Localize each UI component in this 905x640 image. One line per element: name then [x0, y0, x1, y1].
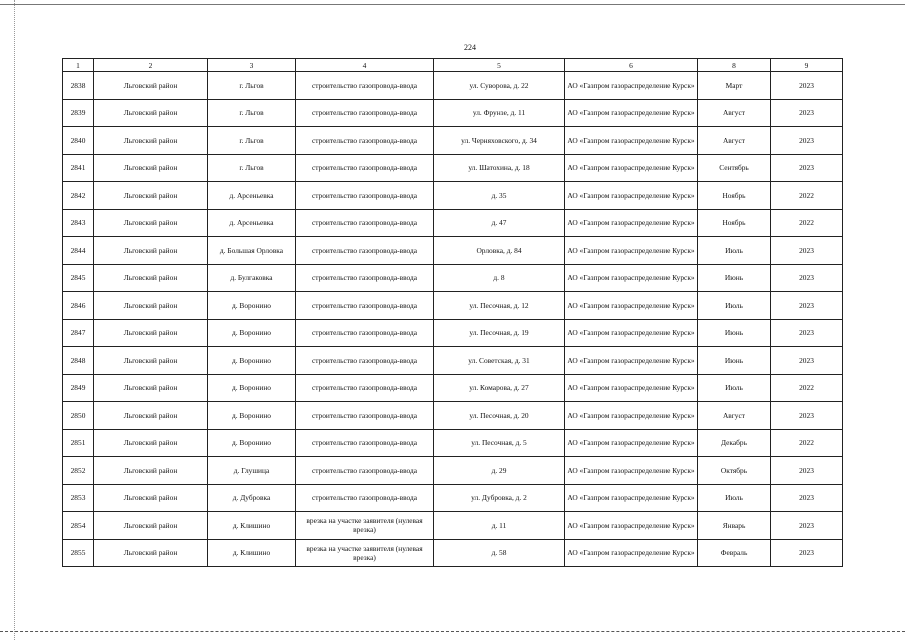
- district-cell: Льговский район: [94, 72, 208, 100]
- row-number-cell: 2848: [63, 347, 94, 375]
- row-number-cell: 2852: [63, 457, 94, 485]
- address-cell: ул. Черняховского, д. 34: [434, 127, 565, 155]
- row-number-cell: 2855: [63, 539, 94, 567]
- month-cell: Июль: [698, 374, 771, 402]
- table-row: [63, 72, 843, 100]
- district-cell: Льговский район: [94, 237, 208, 265]
- table-header: [63, 59, 843, 72]
- row-number-cell: 2851: [63, 429, 94, 457]
- work-type-cell: строительство газопровода-ввода: [296, 209, 434, 237]
- year-cell: 2023: [771, 457, 843, 485]
- organization-cell: АО «Газпром газораспределение Курск»: [565, 319, 698, 347]
- table-row: [63, 264, 843, 292]
- address-cell: ул. Шатохина, д. 18: [434, 154, 565, 182]
- row-number-cell: 2843: [63, 209, 94, 237]
- month-cell: Ноябрь: [698, 182, 771, 210]
- district-cell: Льговский район: [94, 264, 208, 292]
- year-cell: 2023: [771, 484, 843, 512]
- district-cell: Льговский район: [94, 182, 208, 210]
- column-header-1: 1: [63, 59, 94, 72]
- table-row: [63, 512, 843, 540]
- organization-cell: АО «Газпром газораспределение Курск»: [565, 484, 698, 512]
- row-number-cell: 2846: [63, 292, 94, 320]
- table-row: [63, 402, 843, 430]
- address-cell: ул. Песочная, д. 20: [434, 402, 565, 430]
- month-cell: Март: [698, 72, 771, 100]
- work-type-cell: строительство газопровода-ввода: [296, 237, 434, 265]
- settlement-cell: д. Арсеньевка: [208, 209, 296, 237]
- district-cell: Льговский район: [94, 347, 208, 375]
- year-cell: 2023: [771, 347, 843, 375]
- address-cell: ул. Песочная, д. 5: [434, 429, 565, 457]
- district-cell: Льговский район: [94, 484, 208, 512]
- table-row: [63, 154, 843, 182]
- settlement-cell: д. Воронино: [208, 319, 296, 347]
- settlement-cell: д. Воронино: [208, 347, 296, 375]
- year-cell: 2023: [771, 319, 843, 347]
- column-header-5: 5: [434, 59, 565, 72]
- row-number-cell: 2842: [63, 182, 94, 210]
- column-header-3: 3: [208, 59, 296, 72]
- table-row: [63, 539, 843, 567]
- column-header-2: 2: [94, 59, 208, 72]
- year-cell: 2023: [771, 237, 843, 265]
- year-cell: 2023: [771, 127, 843, 155]
- organization-cell: АО «Газпром газораспределение Курск»: [565, 429, 698, 457]
- table-row: [63, 374, 843, 402]
- organization-cell: АО «Газпром газораспределение Курск»: [565, 209, 698, 237]
- settlement-cell: д. Дубровка: [208, 484, 296, 512]
- work-type-cell: строительство газопровода-ввода: [296, 292, 434, 320]
- settlement-cell: г. Льгов: [208, 99, 296, 127]
- month-cell: Ноябрь: [698, 209, 771, 237]
- table-row: [63, 99, 843, 127]
- address-cell: ул. Песочная, д. 19: [434, 319, 565, 347]
- row-number-cell: 2844: [63, 237, 94, 265]
- month-cell: Сентябрь: [698, 154, 771, 182]
- address-cell: д. 29: [434, 457, 565, 485]
- organization-cell: АО «Газпром газораспределение Курск»: [565, 374, 698, 402]
- year-cell: 2022: [771, 182, 843, 210]
- district-cell: Льговский район: [94, 374, 208, 402]
- settlement-cell: д. Большая Орловка: [208, 237, 296, 265]
- work-type-cell: строительство газопровода-ввода: [296, 72, 434, 100]
- year-cell: 2022: [771, 374, 843, 402]
- table-row: [63, 127, 843, 155]
- month-cell: Февраль: [698, 539, 771, 567]
- organization-cell: АО «Газпром газораспределение Курск»: [565, 154, 698, 182]
- column-header-7: 8: [698, 59, 771, 72]
- work-type-cell: строительство газопровода-ввода: [296, 319, 434, 347]
- address-cell: д. 8: [434, 264, 565, 292]
- district-cell: Льговский район: [94, 127, 208, 155]
- work-type-cell: строительство газопровода-ввода: [296, 154, 434, 182]
- scan-bottom-edge: [0, 631, 905, 632]
- district-cell: Льговский район: [94, 429, 208, 457]
- month-cell: Июль: [698, 237, 771, 265]
- settlement-cell: д. Воронино: [208, 374, 296, 402]
- district-cell: Льговский район: [94, 402, 208, 430]
- address-cell: ул. Дубровка, д. 2: [434, 484, 565, 512]
- year-cell: 2022: [771, 209, 843, 237]
- row-number-cell: 2845: [63, 264, 94, 292]
- row-number-cell: 2854: [63, 512, 94, 540]
- table-row: [63, 484, 843, 512]
- year-cell: 2023: [771, 512, 843, 540]
- scan-left-edge: [14, 0, 15, 640]
- organization-cell: АО «Газпром газораспределение Курск»: [565, 539, 698, 567]
- address-cell: ул. Советская, д. 31: [434, 347, 565, 375]
- month-cell: Август: [698, 127, 771, 155]
- year-cell: 2023: [771, 72, 843, 100]
- district-cell: Льговский район: [94, 209, 208, 237]
- work-type-cell: строительство газопровода-ввода: [296, 182, 434, 210]
- organization-cell: АО «Газпром газораспределение Курск»: [565, 127, 698, 155]
- row-number-cell: 2850: [63, 402, 94, 430]
- table-row: [63, 429, 843, 457]
- district-cell: Льговский район: [94, 99, 208, 127]
- column-header-8: 9: [771, 59, 843, 72]
- settlement-cell: д. Воронино: [208, 402, 296, 430]
- year-cell: 2022: [771, 429, 843, 457]
- settlement-cell: г. Льгов: [208, 127, 296, 155]
- year-cell: 2023: [771, 292, 843, 320]
- row-number-cell: 2841: [63, 154, 94, 182]
- address-cell: ул. Комарова, д. 27: [434, 374, 565, 402]
- settlement-cell: д. Глушица: [208, 457, 296, 485]
- address-cell: д. 47: [434, 209, 565, 237]
- year-cell: 2023: [771, 539, 843, 567]
- address-cell: д. 35: [434, 182, 565, 210]
- address-cell: ул. Фрунзе, д. 11: [434, 99, 565, 127]
- organization-cell: АО «Газпром газораспределение Курск»: [565, 292, 698, 320]
- month-cell: Январь: [698, 512, 771, 540]
- organization-cell: АО «Газпром газораспределение Курск»: [565, 402, 698, 430]
- settlement-cell: д. Клишино: [208, 539, 296, 567]
- organization-cell: АО «Газпром газораспределение Курск»: [565, 347, 698, 375]
- table-row: [63, 182, 843, 210]
- work-type-cell: строительство газопровода-ввода: [296, 402, 434, 430]
- row-number-cell: 2853: [63, 484, 94, 512]
- organization-cell: АО «Газпром газораспределение Курск»: [565, 264, 698, 292]
- settlement-cell: д. Воронино: [208, 429, 296, 457]
- district-cell: Льговский район: [94, 539, 208, 567]
- table-body: [63, 72, 843, 567]
- organization-cell: АО «Газпром газораспределение Курск»: [565, 512, 698, 540]
- year-cell: 2023: [771, 154, 843, 182]
- address-cell: Орловка, д. 84: [434, 237, 565, 265]
- district-cell: Льговский район: [94, 154, 208, 182]
- table-row: [63, 457, 843, 485]
- month-cell: Октябрь: [698, 457, 771, 485]
- month-cell: Июнь: [698, 347, 771, 375]
- work-type-cell: строительство газопровода-ввода: [296, 99, 434, 127]
- page-number: 224: [464, 43, 476, 52]
- row-number-cell: 2840: [63, 127, 94, 155]
- settlement-cell: г. Льгов: [208, 154, 296, 182]
- organization-cell: АО «Газпром газораспределение Курск»: [565, 182, 698, 210]
- settlement-cell: д. Клишино: [208, 512, 296, 540]
- settlement-cell: г. Льгов: [208, 72, 296, 100]
- district-cell: Льговский район: [94, 512, 208, 540]
- organization-cell: АО «Газпром газораспределение Курск»: [565, 457, 698, 485]
- address-cell: д. 58: [434, 539, 565, 567]
- work-type-cell: врезка на участке заявителя (нулевая врезка): [296, 539, 434, 567]
- header-row: [63, 59, 843, 72]
- row-number-cell: 2849: [63, 374, 94, 402]
- organization-cell: АО «Газпром газораспределение Курск»: [565, 72, 698, 100]
- table-row: [63, 319, 843, 347]
- table-row: [63, 237, 843, 265]
- address-cell: ул. Песочная, д. 12: [434, 292, 565, 320]
- settlement-cell: д. Булгаковка: [208, 264, 296, 292]
- address-cell: д. 11: [434, 512, 565, 540]
- table-row: [63, 209, 843, 237]
- month-cell: Июль: [698, 484, 771, 512]
- work-type-cell: строительство газопровода-ввода: [296, 374, 434, 402]
- scan-top-edge: [0, 4, 905, 5]
- work-type-cell: врезка на участке заявителя (нулевая врезка): [296, 512, 434, 540]
- month-cell: Июнь: [698, 319, 771, 347]
- work-type-cell: строительство газопровода-ввода: [296, 429, 434, 457]
- organization-cell: АО «Газпром газораспределение Курск»: [565, 99, 698, 127]
- work-type-cell: строительство газопровода-ввода: [296, 484, 434, 512]
- district-cell: Льговский район: [94, 319, 208, 347]
- month-cell: Июнь: [698, 264, 771, 292]
- district-cell: Льговский район: [94, 457, 208, 485]
- year-cell: 2023: [771, 402, 843, 430]
- row-number-cell: 2838: [63, 72, 94, 100]
- work-type-cell: строительство газопровода-ввода: [296, 264, 434, 292]
- month-cell: Июль: [698, 292, 771, 320]
- month-cell: Август: [698, 402, 771, 430]
- month-cell: Декабрь: [698, 429, 771, 457]
- work-type-cell: строительство газопровода-ввода: [296, 127, 434, 155]
- row-number-cell: 2847: [63, 319, 94, 347]
- table-row: [63, 292, 843, 320]
- settlement-cell: д. Воронино: [208, 292, 296, 320]
- settlement-cell: д. Арсеньевка: [208, 182, 296, 210]
- address-cell: ул. Суворова, д. 22: [434, 72, 565, 100]
- year-cell: 2023: [771, 264, 843, 292]
- row-number-cell: 2839: [63, 99, 94, 127]
- work-type-cell: строительство газопровода-ввода: [296, 347, 434, 375]
- work-type-cell: строительство газопровода-ввода: [296, 457, 434, 485]
- district-cell: Льговский район: [94, 292, 208, 320]
- table-row: [63, 347, 843, 375]
- organization-cell: АО «Газпром газораспределение Курск»: [565, 237, 698, 265]
- month-cell: Август: [698, 99, 771, 127]
- year-cell: 2023: [771, 99, 843, 127]
- column-header-4: 4: [296, 59, 434, 72]
- column-header-6: 6: [565, 59, 698, 72]
- register-table: [62, 58, 843, 567]
